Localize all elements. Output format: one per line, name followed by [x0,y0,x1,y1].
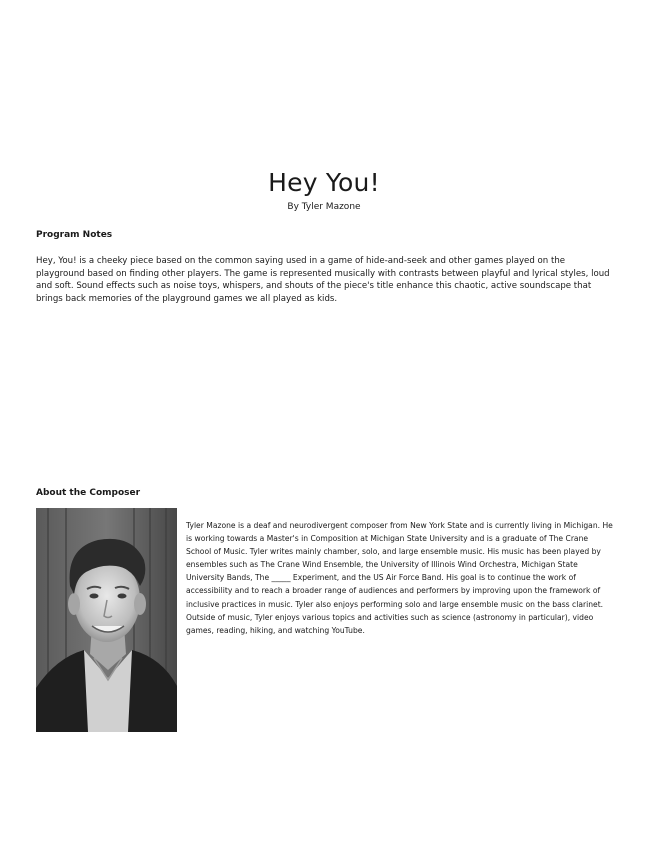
program-notes-heading: Program Notes [36,230,113,240]
composer-bio: Tyler Mazone is a deaf and neurodivergent composer from New York State and is currently living in Michigan. He is working towards a Master's in Composition at Michigan State University and is a graduate of The Crane School of Music. Tyler writes mainly chamber, solo, and large ensemble music. His music has been played by ensembles such as The Crane Wind Ensemble, the University of Illinois Wind Orchestra, Michigan State University Bands, The _____ Experiment, and the US Air Force Band. His goal is to continue the work of accessibility and to reach a broader range of audiences and performers by improving upon the framework of inclusive practices in music. Tyler also enjoys performing solo and large ensemble music on the bass clarinet. Outside of music, Tyler enjoys various topics and activities such as science (astronomy in particular), video games, reading, hiking, and watching YouTube. [186,521,613,635]
composer-photo [36,508,177,732]
byline: By Tyler Mazone [287,202,361,212]
page-title: Hey You! [268,168,380,197]
about-composer-heading: About the Composer [36,488,141,498]
program-notes-text: Hey, You! is a cheeky piece based on the common saying used in a game of hide-and-seek and other games played on the playground based on finding other players. The game is represented musically with contrasts between playful and lyrical styles, loud and soft. Sound effects such as noise toys, whispers, and shouts of the piece's title enhance this chaotic, active soundscape that brings back memories of the playground games we all played as kids. [36,256,610,304]
